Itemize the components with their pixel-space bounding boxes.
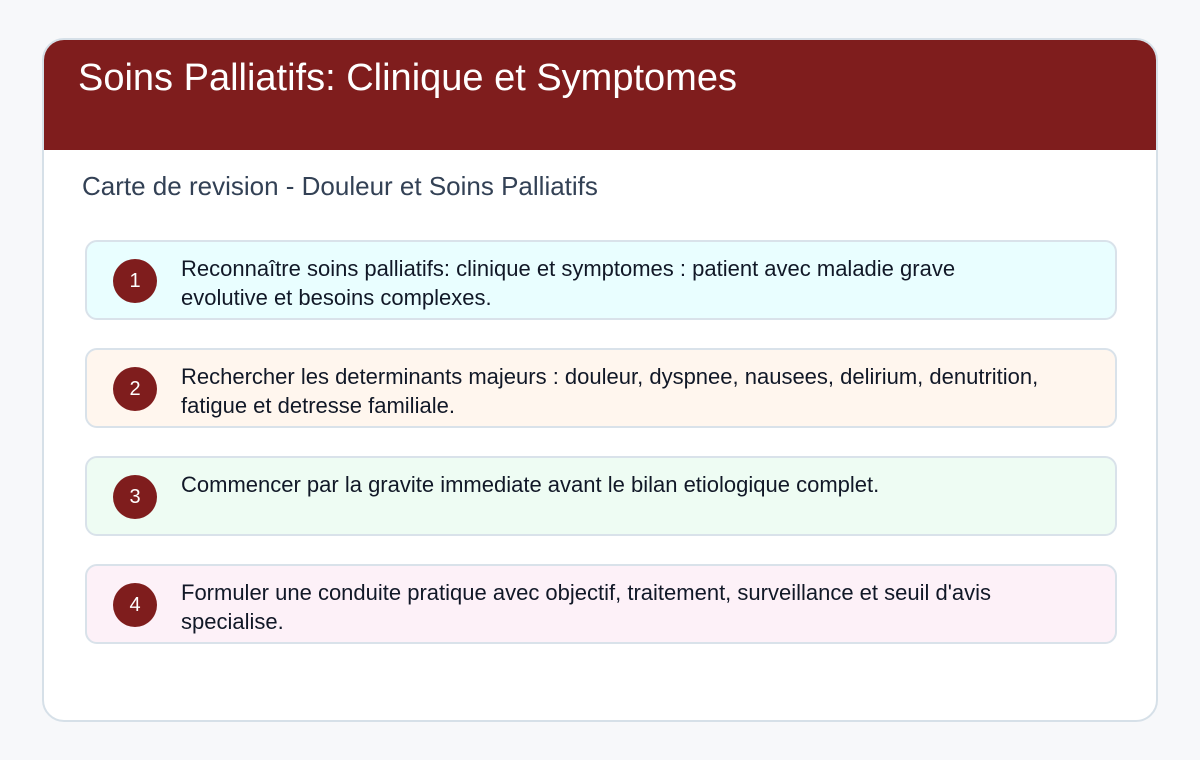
revision-card [42, 38, 1158, 722]
step-item-3 [85, 456, 1117, 536]
step-text-4: Formuler une conduite pratique avec objectif, traitement, surveillance et seuil d'avis specialise. [181, 580, 992, 634]
step-text-2: Rechercher les determinants majeurs : douleur, dyspnee, nausees, delirium, denutrition, fatigue et detresse familiale. [181, 364, 1039, 418]
card-header [42, 38, 1158, 150]
step-item-1 [85, 240, 1117, 320]
step-number-badge-2: 2 [113, 367, 157, 411]
step-number-badge-3: 3 [113, 475, 157, 519]
step-text-1: Reconnaître soins palliatifs: clinique et symptomes : patient avec maladie grave evolutive et besoins complexes. [181, 256, 956, 310]
step-number-badge-1: 1 [113, 259, 157, 303]
step-text-3: Commencer par la gravite immediate avant le bilan etiologique complet. [181, 472, 880, 497]
page-title: Soins Palliatifs: Clinique et Symptomes [78, 57, 737, 99]
card-subtitle: Carte de revision - Douleur et Soins Palliatifs [82, 171, 598, 201]
step-item-4 [85, 564, 1117, 644]
step-number-badge-4: 4 [113, 583, 157, 627]
step-item-2 [85, 348, 1117, 428]
